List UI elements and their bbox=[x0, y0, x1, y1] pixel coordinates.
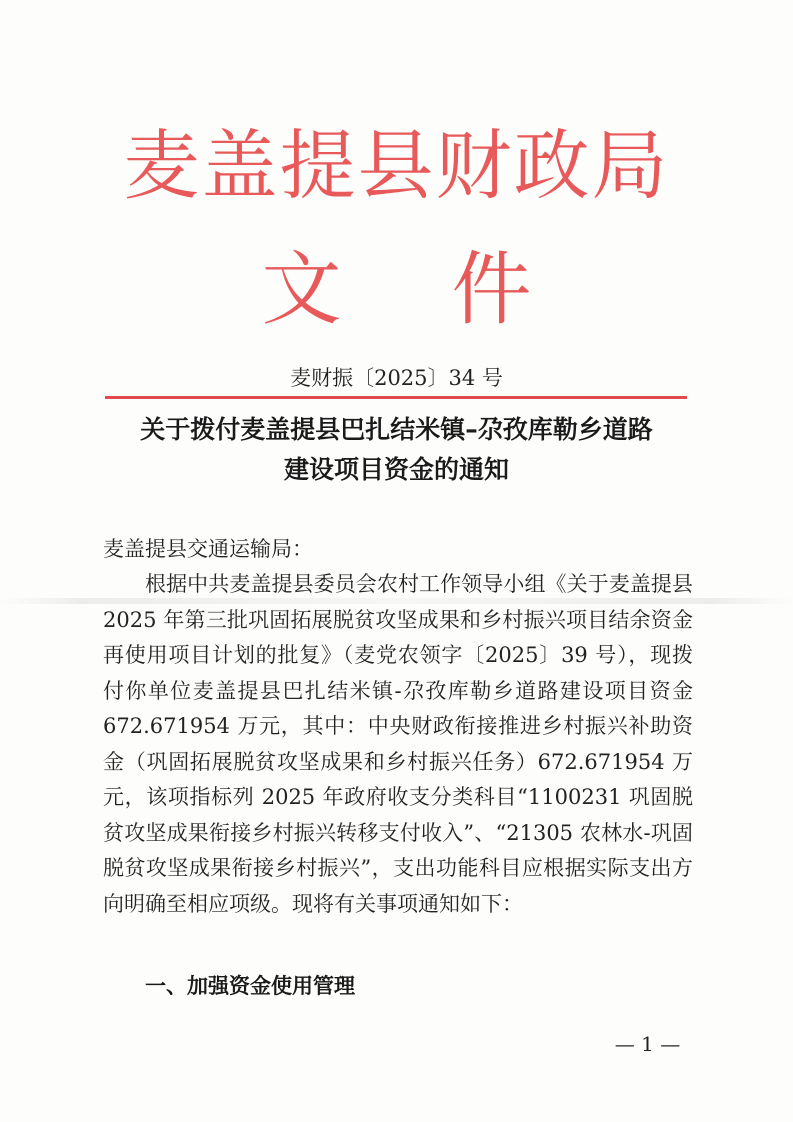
section-heading: 一、加强资金使用管理 bbox=[145, 974, 355, 998]
page-number: — 1 — bbox=[614, 1032, 681, 1056]
document-number: 麦财振〔2025〕34 号 bbox=[290, 366, 503, 390]
title-line-2: 建设项目资金的通知 bbox=[283, 455, 509, 484]
body-paragraph: 根据中共麦盖提县委员会农村工作领导小组《关于麦盖提县 2025 年第三批巩固拓展脱贫攻坚成果和乡村振兴项目结余资金再使用项目计划的批复》（麦党农领字〔2025〕39 号），现拨付你单位麦盖提县巴扎结米镇-尕孜库勒乡道路建设项目资金 672.671954 万元，其中：中央财政衔接推进乡村振兴补助资金（巩固拓展脱贫攻坚成果和乡村振兴任务）672.671954 万元，该项指标列 2025 年政府收支分类科目“1100231 巩固脱贫攻坚成果衔接乡村振兴转移支付收入”、“21305 农林水-巩固脱贫攻坚成果衔接乡村振兴”，支出功能科目应根据实际支出方向明确至相应项级。现将有关事项通知如下： bbox=[103, 572, 693, 916]
document-label: 文件 bbox=[261, 243, 642, 336]
addressee: 麦盖提县交通运输局： bbox=[103, 537, 313, 561]
red-divider-line bbox=[105, 396, 687, 399]
document-title bbox=[100, 410, 693, 490]
title-line-1: 关于拨付麦盖提县巴扎结米镇–尕孜库勒乡道路 bbox=[140, 415, 653, 444]
issuing-organization: 麦盖提县财政局 bbox=[123, 121, 670, 210]
